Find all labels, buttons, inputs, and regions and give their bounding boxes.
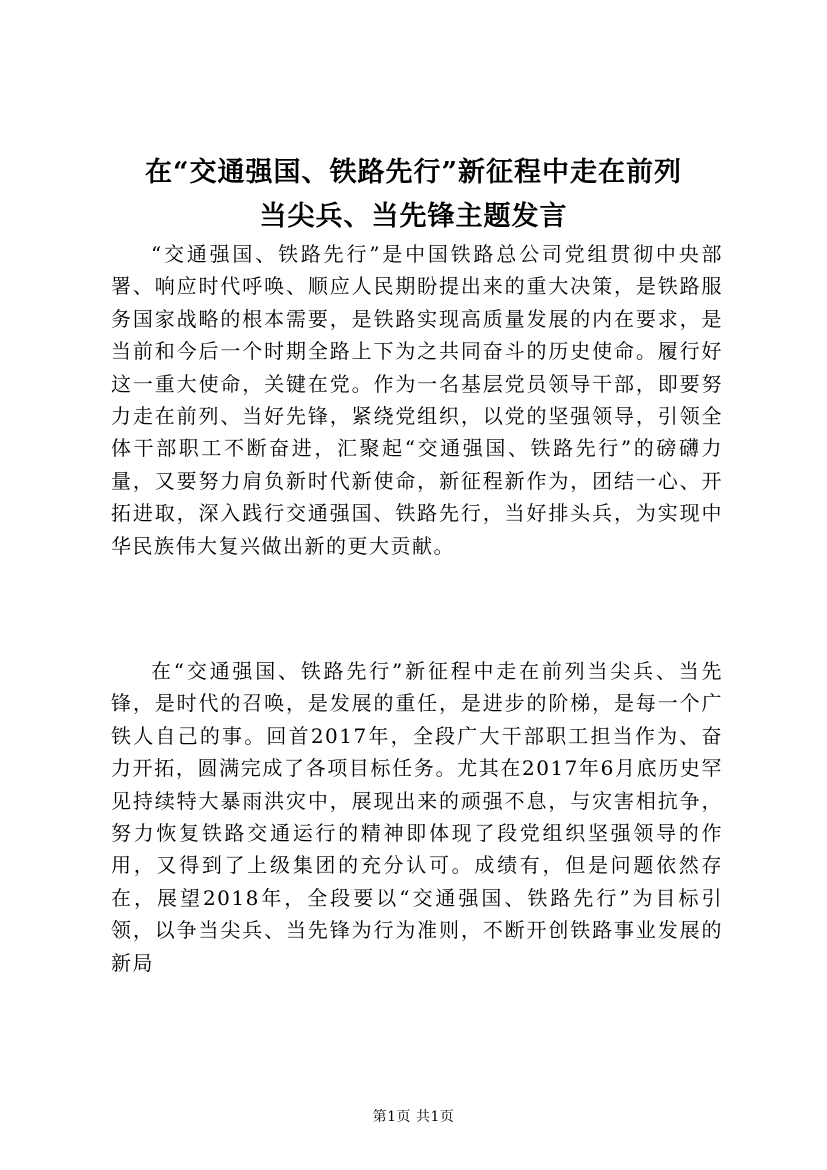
- paragraph-2-block: [111, 655, 723, 979]
- document-title-line-1: 在“交通强国、铁路先行”新征程中走在前列: [144, 157, 683, 188]
- paragraph: “交通强国、铁路先行”是中国铁路总公司党组贯彻中央部署、响应时代呼唤、顺应人民期盼提出来的重大决策，是铁路服务国家战略的根本需要，是铁路实现高质量发展的内在要求，是当前和今后一个时期全路上下为之共同奋斗的历史使命。履行好这一重大使命，关键在党。作为一名基层党员领导干部，即要努力走在前列、当好先锋，紧绕党组织，以党的坚强领导，引领全体干部职工不断奋进，汇聚起“交通强国、铁路先行”的磅礴力量，又要努力肩负新时代新使命，新征程新作为，团结一心、开拓进取，深入践行交通强国、铁路先行，当好排头兵，为实现中华民族伟大复兴做出新的更大贡献。: [111, 242, 723, 558]
- paragraph: 在“交通强国、铁路先行”新征程中走在前列当尖兵、当先锋，是时代的召唤，是发展的重任，是进步的阶梯，是每一个广铁人自己的事。回首2017年，全段广大干部职工担当作为、奋力开拓，圆满完成了各项目标任务。尤其在2017年6月底历史罕见持续特大暴雨洪灾中，展现出来的顽强不息，与灾害相抗争，努力恢复铁路交通运行的精神即体现了段党组织坚强领导的作用，又得到了上级集团的充分认可。成绩有，但是问题依然存在，展望2018年，全段要以“交通强国、铁路先行”为目标引领，以争当尖兵、当先锋为行为准则，不断开创铁路事业发展的新局: [111, 659, 723, 975]
- page-footer: 第1页 共1页: [372, 1109, 455, 1125]
- paragraph-1-block: [111, 238, 723, 562]
- document-title-line-2: 当尖兵、当先锋主题发言: [259, 201, 568, 232]
